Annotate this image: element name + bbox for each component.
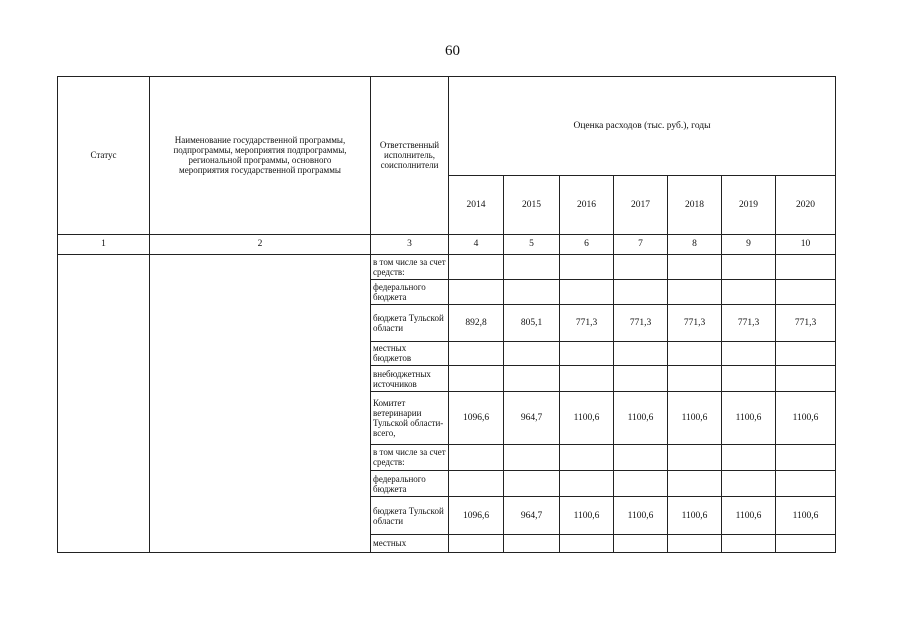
column-number: 1 [58, 234, 150, 254]
header-expense-estimate: Оценка расходов (тыс. руб.), годы [449, 77, 836, 176]
column-number: 4 [449, 234, 504, 254]
program-name-cell [150, 254, 371, 552]
value-cell [776, 365, 836, 391]
value-cell [449, 280, 504, 305]
year-header: 2017 [614, 176, 668, 235]
funding-source-label: в том числе за счет средств: [371, 444, 449, 470]
value-cell [668, 534, 722, 552]
value-cell [614, 444, 668, 470]
value-cell: 964,7 [504, 392, 560, 445]
value-cell [449, 254, 504, 279]
value-cell [614, 365, 668, 391]
value-cell [614, 341, 668, 365]
value-cell: 1100,6 [776, 392, 836, 445]
value-cell [668, 280, 722, 305]
value-cell [776, 341, 836, 365]
value-cell [560, 471, 614, 497]
value-cell: 1100,6 [560, 497, 614, 534]
value-cell [504, 471, 560, 497]
page-number: 60 [445, 43, 460, 59]
value-cell: 1100,6 [668, 497, 722, 534]
funding-source-label: внебюджетных источников [371, 365, 449, 391]
value-cell: 1100,6 [560, 392, 614, 445]
value-cell [560, 254, 614, 279]
column-number: 3 [371, 234, 449, 254]
value-cell [722, 280, 776, 305]
value-cell [614, 471, 668, 497]
year-header: 2018 [668, 176, 722, 235]
year-header: 2016 [560, 176, 614, 235]
value-cell [776, 444, 836, 470]
value-cell: 771,3 [776, 305, 836, 341]
column-number: 2 [150, 234, 371, 254]
value-cell [668, 444, 722, 470]
value-cell: 805,1 [504, 305, 560, 341]
value-cell: 1100,6 [614, 497, 668, 534]
header-responsible: Ответственный исполнитель, соисполнители [371, 77, 449, 235]
value-cell [614, 254, 668, 279]
value-cell [668, 341, 722, 365]
value-cell [776, 280, 836, 305]
value-cell [449, 534, 504, 552]
value-cell [722, 341, 776, 365]
value-cell [504, 254, 560, 279]
value-cell: 892,8 [449, 305, 504, 341]
value-cell [614, 534, 668, 552]
expenses-table [57, 76, 836, 553]
funding-source-label: бюджета Тульской области [371, 497, 449, 534]
value-cell: 771,3 [560, 305, 614, 341]
funding-source-label: в том числе за счет средств: [371, 254, 449, 279]
value-cell [560, 365, 614, 391]
value-cell: 1100,6 [722, 497, 776, 534]
column-number: 7 [614, 234, 668, 254]
value-cell: 1100,6 [776, 497, 836, 534]
value-cell [722, 365, 776, 391]
value-cell [504, 365, 560, 391]
column-number: 8 [668, 234, 722, 254]
value-cell: 1100,6 [614, 392, 668, 445]
value-cell [668, 365, 722, 391]
value-cell: 1096,6 [449, 392, 504, 445]
status-cell [58, 254, 150, 552]
value-cell [776, 471, 836, 497]
value-cell [504, 341, 560, 365]
value-cell [776, 534, 836, 552]
value-cell: 1096,6 [449, 497, 504, 534]
value-cell [668, 254, 722, 279]
value-cell: 964,7 [504, 497, 560, 534]
value-cell [504, 444, 560, 470]
value-cell [504, 534, 560, 552]
year-header: 2014 [449, 176, 504, 235]
value-cell [722, 471, 776, 497]
column-number: 10 [776, 234, 836, 254]
value-cell [722, 534, 776, 552]
funding-source-label: федерального бюджета [371, 280, 449, 305]
value-cell [560, 534, 614, 552]
value-cell [449, 444, 504, 470]
funding-source-label: местных [371, 534, 449, 552]
value-cell [776, 254, 836, 279]
year-header: 2015 [504, 176, 560, 235]
table-row [58, 254, 836, 279]
value-cell [560, 444, 614, 470]
funding-source-label: местных бюджетов [371, 341, 449, 365]
funding-source-label: федерального бюджета [371, 471, 449, 497]
column-number: 5 [504, 234, 560, 254]
value-cell: 1100,6 [668, 392, 722, 445]
year-header: 2020 [776, 176, 836, 235]
value-cell [449, 341, 504, 365]
column-number: 6 [560, 234, 614, 254]
value-cell [449, 365, 504, 391]
value-cell: 771,3 [668, 305, 722, 341]
value-cell [560, 341, 614, 365]
value-cell [722, 254, 776, 279]
year-header: 2019 [722, 176, 776, 235]
value-cell: 771,3 [614, 305, 668, 341]
value-cell [614, 280, 668, 305]
value-cell [504, 280, 560, 305]
header-status: Статус [58, 77, 150, 235]
value-cell: 771,3 [722, 305, 776, 341]
column-number: 9 [722, 234, 776, 254]
funding-source-label: бюджета Тульской области [371, 305, 449, 341]
value-cell [449, 471, 504, 497]
value-cell [668, 471, 722, 497]
value-cell [560, 280, 614, 305]
value-cell: 1100,6 [722, 392, 776, 445]
funding-source-label: Комитет ветеринарии Тульской области- всего, [371, 392, 449, 445]
value-cell [722, 444, 776, 470]
header-program-name: Наименование государственной программы, подпрограммы, мероприятия подпрограммы, региональной программы, основного мероприятия государственной программы [150, 77, 371, 235]
